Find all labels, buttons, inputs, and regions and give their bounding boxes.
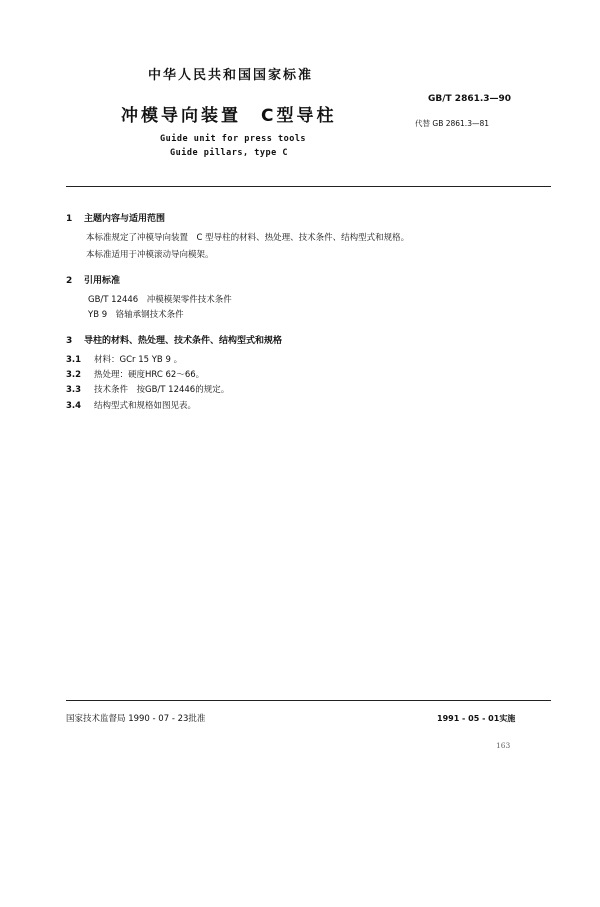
- clause-item: [66, 383, 229, 395]
- section-title: 引用标准: [84, 276, 121, 286]
- document-title-cn: 冲模导向装置 C型导柱: [121, 106, 337, 126]
- section-title: 主题内容与适用范围: [84, 214, 166, 224]
- header-divider: [66, 186, 551, 187]
- clause-item: [66, 399, 196, 411]
- clause-text: 技术条件 按GB/T 12446的规定。: [94, 385, 230, 395]
- section-paragraph: 本标准适用于冲模滚动导向模架。: [86, 250, 214, 260]
- clause-number: 3.3: [66, 385, 82, 395]
- page-number: 163: [496, 741, 511, 750]
- document-title-en-line1: Guide unit for press tools: [160, 134, 307, 144]
- section-number: 1: [66, 214, 73, 224]
- national-standard-heading: 中华人民共和国国家标准: [148, 68, 314, 83]
- approval-line: 国家技术监督局 1990 - 07 - 23批准: [66, 714, 206, 724]
- document-title-en-line2: Guide pillars, type C: [170, 148, 288, 158]
- section-number: 3: [66, 336, 73, 346]
- clause-text: 结构型式和规格如图见表。: [94, 401, 197, 411]
- section-title: 导柱的材料、热处理、技术条件、结构型式和规格: [84, 336, 283, 346]
- clause-number: 3.1: [66, 355, 82, 365]
- clause-number: 3.2: [66, 370, 82, 380]
- footer-divider: [66, 700, 551, 701]
- implementation-line: 1991 - 05 - 01实施: [437, 714, 516, 723]
- section-number: 2: [66, 276, 73, 286]
- section-paragraph: 本标准规定了冲模导向装置 C 型导柱的材料、热处理、技术条件、结构型式和规格。: [86, 233, 410, 243]
- replaces-standard: 代替 GB 2861.3—81: [415, 119, 490, 128]
- clause-text: 材料：GCr 15 YB 9 。: [94, 355, 183, 365]
- clause-item: [66, 353, 182, 365]
- section-heading: [66, 333, 282, 346]
- section-heading: [66, 273, 120, 286]
- clause-item: [66, 368, 204, 380]
- reference-item: GB/T 12446 冲模模架零件技术条件: [88, 295, 232, 305]
- reference-item: YB 9 铬轴承钢技术条件: [88, 310, 184, 320]
- standard-number: GB/T 2861.3—90: [428, 94, 512, 104]
- clause-number: 3.4: [66, 401, 82, 411]
- clause-text: 热处理：硬度HRC 62～66。: [94, 370, 205, 380]
- section-heading: [66, 211, 165, 224]
